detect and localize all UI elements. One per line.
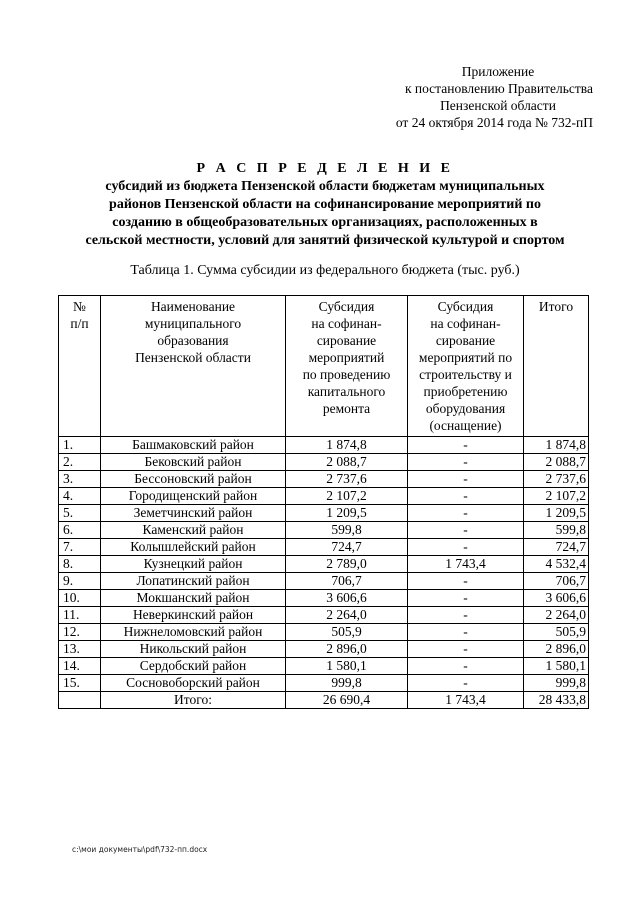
build-subsidy: - [408,522,524,539]
header-text: Пензенской области [135,350,251,365]
row-total: 4 532,4 [524,556,589,573]
row-total: 2 737,6 [524,471,589,488]
table-row [59,437,589,454]
table-row [59,505,589,522]
row-number: 11. [59,607,101,624]
district-name: Городищенский район [101,488,286,505]
header-repair [286,296,408,437]
build-subsidy: - [408,675,524,692]
table-header-row [59,296,589,437]
table-row [59,624,589,641]
row-number: 8. [59,556,101,573]
district-name: Мокшанский район [101,590,286,607]
title-heading: Р А С П Р Е Д Е Л Е Н И Е [196,161,454,176]
row-number: 4. [59,488,101,505]
header-text: оборудования [425,401,506,416]
district-name: Неверкинский район [101,607,286,624]
row-total: 2 264,0 [524,607,589,624]
header-text: п/п [70,316,89,331]
row-number: 3. [59,471,101,488]
build-subsidy: - [408,437,524,454]
row-total: 1 874,8 [524,437,589,454]
title-line: субсидий из бюджета Пензенской области бюджетам муниципальных [105,179,545,194]
header-text: ремонта [322,401,371,416]
build-subsidy: 1 743,4 [408,556,524,573]
build-subsidy: - [408,607,524,624]
build-subsidy: - [408,454,524,471]
header-text: на софинан- [311,316,382,331]
row-total: 706,7 [524,573,589,590]
row-number: 9. [59,573,101,590]
header-text: Итого [538,299,574,314]
district-name: Земетчинский район [101,505,286,522]
row-number: 6. [59,522,101,539]
subsidy-table [58,295,589,709]
header-text: № [73,299,86,314]
header-name [101,296,286,437]
build-subsidy: - [408,505,524,522]
repair-subsidy: 3 606,6 [286,590,408,607]
build-subsidy: - [408,658,524,675]
annex-line: Пензенской области [440,98,556,113]
district-name: Кузнецкий район [101,556,286,573]
repair-subsidy: 2 737,6 [286,471,408,488]
repair-subsidy: 505,9 [286,624,408,641]
row-total: 2 107,2 [524,488,589,505]
row-total: 1 580,1 [524,658,589,675]
district-name: Лопатинский район [101,573,286,590]
row-total: 3 606,6 [524,590,589,607]
district-name: Сердобский район [101,658,286,675]
table-row [59,488,589,505]
header-text: строительству и [419,367,512,382]
row-number: 5. [59,505,101,522]
repair-subsidy: 1 580,1 [286,658,408,675]
row-number: 7. [59,539,101,556]
row-number: 13. [59,641,101,658]
summary-total: 28 433,8 [524,692,589,709]
header-text: (оснащение) [429,418,502,433]
repair-subsidy: 724,7 [286,539,408,556]
row-total: 2 088,7 [524,454,589,471]
district-name: Каменский район [101,522,286,539]
header-build [408,296,524,437]
repair-subsidy: 2 896,0 [286,641,408,658]
annex-line: Приложение [461,64,535,79]
row-total: 724,7 [524,539,589,556]
district-name: Никольский район [101,641,286,658]
repair-subsidy: 2 107,2 [286,488,408,505]
table-row [59,556,589,573]
header-total [524,296,589,437]
header-text: сирование [435,333,496,348]
title-line: созданию в общеобразовательных организациях, расположенных в [112,215,538,230]
summary-row [59,692,589,709]
table-caption: Таблица 1. Сумма субсидии из федерального бюджета (тыс. руб.) [130,263,520,278]
summary-build: 1 743,4 [408,692,524,709]
row-number: 1. [59,437,101,454]
build-subsidy: - [408,539,524,556]
header-text: сирование [316,333,377,348]
header-text: муниципального [144,316,242,331]
header-num [59,296,101,437]
header-text: на софинан- [430,316,501,331]
summary-num-cell [59,692,101,709]
build-subsidy: - [408,624,524,641]
build-subsidy: - [408,573,524,590]
district-name: Сосновоборский район [101,675,286,692]
row-total: 599,8 [524,522,589,539]
build-subsidy: - [408,590,524,607]
summary-repair: 26 690,4 [286,692,408,709]
row-total: 1 209,5 [524,505,589,522]
file-path-footer: c:\мои документы\pdf\732-пп.docx [72,845,208,854]
table-row [59,573,589,590]
header-text: образования [157,333,229,348]
table-row [59,539,589,556]
header-text: Субсидия [318,299,375,314]
header-text: приобретению [423,384,508,399]
table-row [59,471,589,488]
repair-subsidy: 2 789,0 [286,556,408,573]
header-text: Наименование [150,299,236,314]
header-text: капитального [307,384,386,399]
repair-subsidy: 999,8 [286,675,408,692]
district-name: Колышлейский район [101,539,286,556]
table-row [59,607,589,624]
build-subsidy: - [408,471,524,488]
row-number: 10. [59,590,101,607]
title-line: сельской местности, условий для занятий физической культурой и спортом [85,233,565,248]
annex-line: к постановлению Правительства [404,81,593,96]
row-number: 14. [59,658,101,675]
table-row [59,658,589,675]
row-number: 12. [59,624,101,641]
table-row [59,641,589,658]
table-row [59,454,589,471]
header-text: мероприятий по [418,350,513,365]
district-name: Бессоновский район [101,471,286,488]
district-name: Нижнеломовский район [101,624,286,641]
row-number: 15. [59,675,101,692]
repair-subsidy: 2 264,0 [286,607,408,624]
header-text: Субсидия [437,299,494,314]
header-text: по проведению [302,367,391,382]
document-title [60,160,590,250]
table-row [59,522,589,539]
repair-subsidy: 706,7 [286,573,408,590]
row-number: 2. [59,454,101,471]
repair-subsidy: 599,8 [286,522,408,539]
district-name: Башмаковский район [101,437,286,454]
district-name: Бековский район [101,454,286,471]
summary-label: Итого: [101,692,286,709]
build-subsidy: - [408,641,524,658]
row-total: 999,8 [524,675,589,692]
annex-line: от 24 октября 2014 года № 732-пП [395,115,593,130]
row-total: 2 896,0 [524,641,589,658]
annex-block [333,63,593,131]
row-total: 505,9 [524,624,589,641]
repair-subsidy: 1 874,8 [286,437,408,454]
repair-subsidy: 1 209,5 [286,505,408,522]
table-row [59,675,589,692]
build-subsidy: - [408,488,524,505]
header-text: мероприятий [308,350,385,365]
title-line: районов Пензенской области на софинансирование мероприятий по [109,197,541,212]
repair-subsidy: 2 088,7 [286,454,408,471]
table-row [59,590,589,607]
